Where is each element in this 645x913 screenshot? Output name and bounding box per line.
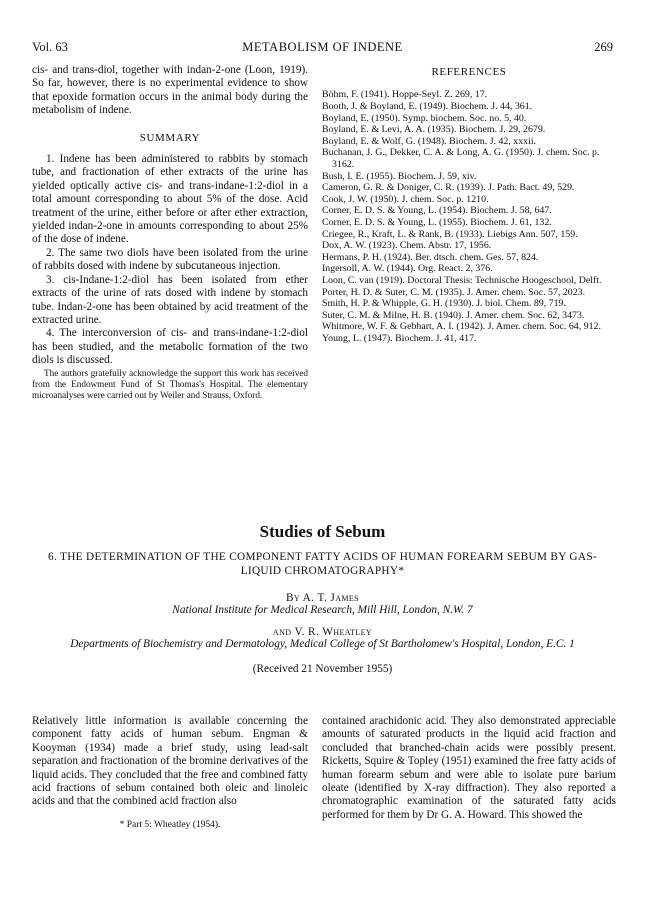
reference-entry: Boyland, E. & Wolf, G. (1948). Biochem. J. 42, xxxii. [322, 135, 537, 147]
reference-entry: Criegee, R., Kraft, L. & Rank, B. (1933). Liebigs Ann. 507, 159. [322, 228, 578, 240]
reference-entry: Smith, H. P. & Whipple, G. H. (1930). J. biol. Chem. 89, 719. [322, 298, 566, 310]
article-title: Studies of Sebum [259, 522, 386, 541]
article-body-right [322, 715, 616, 822]
running-title: METABOLISM OF INDENE [242, 40, 403, 54]
intro-paragraph: cis- and trans-diol, together with indan-2-one (Loon, 1919). So far, however, there is no experimental evidence to show that epoxide formation occurs in the animal body during the metabolism of indene. [32, 64, 308, 117]
footnote: * Part 5: Wheatley (1954). [119, 819, 221, 830]
article-body-left [32, 715, 308, 832]
author-affiliation: Departments of Biochemistry and Dermatology, Medical College of St Bartholomew's Hospital, London, E.C. 1 [70, 637, 575, 650]
summary-item: 1. Indene has been administered to rabbits by stomach tube, and fractionation of ether extracts of the urine has yielded optically active cis- and trans-indane-1:2-diol in a total amount corresponding to about 5% of the dose. Acid treatment of the urine, either before or after ether extraction, yielded indan-2-one in amounts corresponding to about 25% of the dose of indene. [32, 153, 308, 246]
references-column [322, 64, 616, 344]
left-column [32, 64, 308, 401]
reference-entry: Bush, I. E. (1955). Biochem. J. 59, xiv. [322, 170, 477, 182]
running-header [32, 40, 613, 56]
reference-entry: Whitmore, W. F. & Gebhart, A. I. (1942). J. Amer. chem. Soc. 64, 912. [322, 321, 601, 333]
summary-heading: SUMMARY [139, 131, 201, 144]
reference-entry: Porter, H. D. & Suter, C. M. (1935). J. Amer. chem. Soc. 57, 2023. [322, 286, 586, 298]
received-date: (Received 21 November 1955) [252, 663, 393, 675]
reference-entry: Booth, J. & Boyland, E. (1949). Biochem. J. 44, 361. [322, 101, 533, 112]
reference-entry: Dox, A. W. (1923). Chem. Abstr. 17, 1956. [322, 240, 492, 252]
reference-entry: Buchanan, J. G., Dekker, C. A. & Long, A. G. (1950). J. chem. Soc. p. 3162. [322, 147, 600, 170]
author-byline: By A. T. James [285, 592, 360, 604]
article-header [32, 522, 613, 675]
reference-entry: Boyland, E. (1950). Symp. biochem. Soc. no. 5, 40. [322, 112, 527, 124]
summary-item: 4. The interconversion of cis- and trans-indane-1:2-diol has been studied, and the metabolic formation of the two diols is discussed. [32, 327, 308, 367]
author-affiliation: National Institute for Medical Research, Mill Hill, London, N.W. 7 [172, 604, 473, 616]
summary-item: 3. cis-Indane-1:2-diol has been isolated from ether extracts of the urine of rats dosed with indene by stomach tube. Indan-2-one has been obtained by acid treatment of the extracted urine. [32, 273, 308, 326]
body-paragraph: Relatively little information is available concerning the component fatty acids of human sebum. Engman & Kooyman (1934) made a brief study, using lead-salt separation and fractionation of the bromine derivatives of the liquid acids. They concluded that the free and combined fatty acid fractions of sebum contained both oleic and linoleic acids and that the combined acid fraction also [32, 715, 308, 808]
body-paragraph: contained arachidonic acid. They also demonstrated appreciable amounts of saturated products in the liquid acid fraction and concluded that branched-chain acids were possibly present. Ricketts, Squire & Topley (1951) examined the free fatty acids of human forearm sebum and were able to isolate pure barium oleate (identified by X-ray diffraction). They also reported a chromatographic examination of the saturated fatty acids performed for them by Dr G. A. Howard. This showed the [322, 715, 616, 821]
author-byline: and V. R. Wheatley [272, 625, 373, 638]
references-heading: REFERENCES [431, 66, 507, 78]
reference-entry: Loon, C. van (1919). Doctoral Thesis: Technische Hoogeschool, Delft. [322, 274, 602, 286]
volume-label: Vol. 63 [32, 40, 68, 54]
acknowledgement: The authors gratefully acknowledge the support this work has received from the Endowment Fund of St Thomas's Hospital. The elementary microanalyses were carried out by Weiler and Strauss, Oxford. [32, 367, 308, 400]
reference-entry: Corner, E. D. S. & Young, L. (1954). Biochem. J. 58, 647. [322, 205, 552, 217]
reference-entry: Cook, J. W. (1950). J. chem. Soc. p. 1210. [322, 193, 489, 205]
reference-entry: Cameron, G. R. & Doniger, C. R. (1939). J. Path. Bact. 49, 529. [322, 182, 575, 194]
reference-entry: Boyland, E. & Levi, A. A. (1935). Biochem. J. 29, 2679. [322, 124, 546, 136]
reference-entry: Young, L. (1947). Biochem. J. 41, 417. [322, 332, 477, 344]
article-subtitle: 6. THE DETERMINATION OF THE COMPONENT FATTY ACIDS OF HUMAN FOREARM SEBUM BY GAS-LIQUID CHROMATOGRAPHY* [48, 551, 597, 577]
reference-entry: Böhm, F. (1941). Hoppe-Seyl. Z. 269, 17. [322, 89, 488, 101]
summary-item: 2. The same two diols have been isolated from the urine of rabbits dosed with indene by subcutaneous injection. [32, 246, 308, 273]
reference-entry: Suter, C. M. & Milne, H. B. (1940). J. Amer. chem. Soc. 62, 3473. [322, 309, 585, 321]
page-number: 269 [594, 40, 613, 54]
reference-entry: Hermans, P. H. (1924). Ber. dtsch. chem. Ges. 57, 824. [322, 251, 539, 263]
reference-entry: Ingersoll, A. W. (1944). Org. React. 2, 376. [322, 263, 493, 275]
reference-entry: Corner, E. D. S. & Young, L. (1955). Biochem. J. 61, 132. [322, 216, 552, 228]
